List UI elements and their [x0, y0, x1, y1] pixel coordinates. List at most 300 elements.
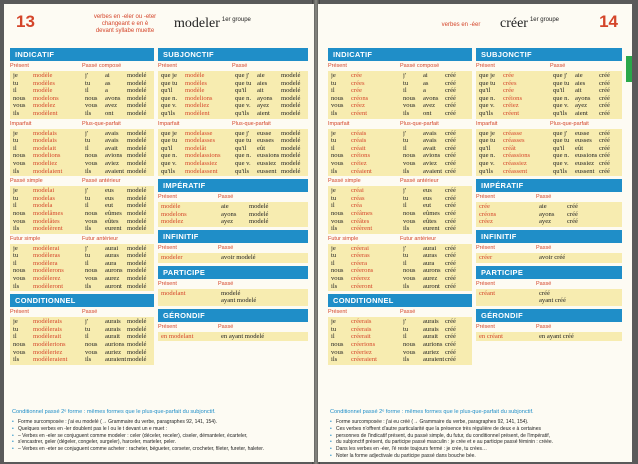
- pronoun: j': [403, 187, 407, 195]
- verb-form: modèle: [161, 203, 181, 211]
- pronoun: que v.: [553, 102, 569, 110]
- conjugation-table: [158, 332, 308, 342]
- thumb-tab: [626, 56, 632, 82]
- verb-form: créa: [351, 202, 362, 210]
- tense-labels: [476, 194, 622, 201]
- tense-labels: [158, 281, 308, 288]
- pronoun: qu'ils: [553, 109, 568, 117]
- pronoun: que n.: [479, 94, 496, 102]
- pronoun: qu'ils: [161, 109, 176, 117]
- conjugation-row: [479, 130, 619, 138]
- participle: modelé: [281, 137, 301, 145]
- participle: modelé: [281, 87, 301, 95]
- verb-form: crées: [351, 79, 365, 87]
- participle: créé: [445, 341, 456, 349]
- conjugation-table: [158, 253, 308, 263]
- auxiliary: avez: [423, 102, 436, 110]
- tense-labels: [10, 309, 154, 316]
- verb-form: modelons: [33, 94, 59, 102]
- footnote-item: • – Verbes en -eler se conjuguent comme modeler : celer (déceler, receler), ciseler, démanteler, écarteler,: [12, 433, 264, 440]
- participle: créé: [445, 275, 456, 283]
- verb-form: modèle: [185, 87, 205, 95]
- note-line: devant syllabe muette: [95, 28, 155, 34]
- pronoun: nous: [403, 341, 416, 349]
- participle: créé: [445, 72, 456, 79]
- conjugation-row: [13, 80, 151, 88]
- verb-form: modèlent: [33, 109, 58, 117]
- pronoun: qu'il: [161, 87, 173, 95]
- conjugation-row: [331, 275, 469, 283]
- conjugation-row: [13, 210, 151, 218]
- conjugation-row: [331, 168, 469, 176]
- tense-label: Passé: [536, 194, 552, 201]
- participle: modelé: [127, 259, 147, 267]
- auxiliary: aurons: [423, 267, 441, 275]
- tense-labels: [10, 236, 154, 243]
- tense-label: Plus-que-parfait: [82, 120, 121, 127]
- tense-labels: [10, 121, 154, 128]
- verb-form: créasse: [503, 129, 523, 137]
- pronoun: que tu: [553, 79, 570, 87]
- verb-form: modèlerez: [33, 275, 61, 283]
- verb-category-note: verbes en -éer: [441, 22, 481, 28]
- conjugation-row: [161, 130, 305, 138]
- page-number: 13: [16, 12, 35, 31]
- pronoun: qu'il: [553, 144, 565, 152]
- verb-form: créais: [351, 129, 367, 137]
- participle: modelé: [127, 194, 147, 202]
- auxiliary: aura: [423, 259, 435, 267]
- pronoun: vous: [403, 217, 416, 225]
- conjugation-row: [13, 349, 151, 357]
- verb-form: modèlerai: [33, 244, 60, 252]
- conjugation-table: [10, 244, 154, 292]
- participle: créé: [445, 87, 456, 95]
- auxiliary: eussent: [257, 167, 277, 175]
- conjugation-row: [13, 102, 151, 110]
- auxiliary: eûmes: [423, 209, 440, 217]
- auxiliary: aient: [575, 109, 588, 117]
- verb-form: avoir créé: [539, 253, 566, 261]
- auxiliary: eût: [257, 144, 266, 152]
- participle: créé: [599, 79, 610, 87]
- pronoun: nous: [85, 152, 98, 160]
- pronoun: vous: [331, 348, 344, 356]
- pronoun: que n.: [553, 152, 570, 160]
- participle: modelé: [281, 72, 301, 79]
- pronoun: tu: [403, 252, 409, 260]
- pronoun: que j': [235, 129, 250, 137]
- verb-form: modelons: [161, 210, 187, 218]
- verb-form: créiez: [351, 159, 367, 167]
- verb-form: modelé: [221, 289, 241, 297]
- auxiliary: avais: [105, 137, 119, 145]
- pronoun: qu'il: [553, 87, 565, 95]
- verb-form: en modelant: [161, 332, 194, 340]
- participle: modelé: [127, 252, 147, 260]
- auxiliary: aurait: [423, 333, 439, 341]
- conjugation-row: [161, 152, 305, 160]
- verb-form: modeliez: [185, 102, 210, 110]
- participle: modelé: [281, 109, 301, 117]
- verb-form: créera: [351, 259, 368, 267]
- verb-name: créer: [500, 16, 528, 31]
- participle: modelé: [127, 94, 147, 102]
- participle: modelé: [127, 333, 147, 341]
- participle: modelé: [127, 348, 147, 356]
- pronoun: qu'il: [235, 87, 247, 95]
- verb-form: modelât: [185, 144, 207, 152]
- verb-form: créons: [351, 94, 369, 102]
- conjugation-row: [161, 211, 305, 219]
- pronoun: vous: [85, 275, 98, 283]
- col-indicatif-conditionnel: [328, 48, 472, 365]
- footnote-item: • Forme surcomposée : j'ai eu créé (→ Grammaire du verbe, paragraphes 92, 141, 154).: [330, 419, 553, 426]
- pronoun: vous: [13, 217, 26, 225]
- pronoun: vous: [331, 275, 344, 283]
- conjugation-row: [479, 218, 619, 226]
- participle: créé: [445, 209, 456, 217]
- participle: modelé: [127, 109, 147, 117]
- verb-form: modela: [33, 202, 53, 210]
- auxiliary: eusses: [575, 137, 592, 145]
- pronoun: je: [13, 72, 18, 79]
- tense-label: Futur simple: [10, 235, 41, 242]
- participle: créé: [445, 194, 456, 202]
- tense-labels: [328, 236, 472, 243]
- conjugation-row: [13, 260, 151, 268]
- pronoun: vous: [331, 217, 344, 225]
- conjugation-row: [13, 87, 151, 95]
- pronoun: tu: [403, 325, 409, 333]
- verb-form: créent: [351, 109, 368, 117]
- pronoun: il: [403, 333, 407, 341]
- participle: créé: [445, 217, 456, 225]
- pronoun: il: [331, 202, 335, 210]
- auxiliary: a: [423, 87, 426, 95]
- verb-form: modèle: [33, 87, 53, 95]
- pronoun: tu: [85, 325, 91, 333]
- conjugation-row: [479, 203, 619, 211]
- section-header: INDICATIF: [10, 48, 154, 61]
- conjugation-table: [328, 186, 472, 234]
- auxiliary: aient: [257, 109, 270, 117]
- section-header: INFINITIF: [476, 230, 622, 243]
- conjugation-row: [479, 211, 619, 219]
- participle: créé: [567, 218, 578, 226]
- participle: créé: [445, 144, 456, 152]
- verb-form: modèleront: [33, 282, 64, 290]
- conjugation-row: [13, 356, 151, 364]
- verb-form: créasses: [503, 137, 525, 145]
- verb-form: modèlent: [185, 109, 210, 117]
- pronoun: ils: [331, 109, 338, 117]
- tense-labels: [158, 121, 308, 128]
- pronoun: j': [85, 187, 89, 195]
- participle: créé: [445, 356, 456, 364]
- participle: créé: [445, 325, 456, 333]
- footnote-item: • – Verbes en -eter se conjuguent comme acheter : racheter, bégueter, corseter, crocheter, fileter, fureter, haleter.: [12, 446, 264, 453]
- conjugation-row: [13, 110, 151, 118]
- pronoun: je: [331, 187, 336, 195]
- conjugation-row: [479, 137, 619, 145]
- pronoun: tu: [85, 137, 91, 145]
- verb-form: créions: [351, 152, 371, 160]
- auxiliary: auraient: [105, 356, 127, 364]
- participle: créé: [599, 72, 610, 79]
- pronoun: que v.: [553, 159, 569, 167]
- pronoun: ils: [13, 282, 20, 290]
- tense-label: Présent: [476, 63, 495, 69]
- verb-form: modelaient: [33, 167, 63, 175]
- auxiliary: eûmes: [105, 209, 122, 217]
- pronoun: il: [13, 202, 17, 210]
- pronoun: il: [85, 333, 89, 341]
- verb-form: créaient: [351, 167, 372, 175]
- participle: créé: [445, 333, 456, 341]
- pronoun: tu: [85, 79, 91, 87]
- verb-form: en ayant créé: [539, 332, 574, 340]
- pronoun: que n.: [479, 152, 496, 160]
- tense-label: Passé: [400, 309, 416, 316]
- tense-label: Passé composé: [82, 63, 122, 69]
- conjugation-row: [13, 267, 151, 275]
- verb-title: [500, 16, 559, 32]
- tense-label: Présent: [158, 194, 177, 201]
- participle: modelé: [127, 282, 147, 290]
- pronoun: nous: [403, 152, 416, 160]
- footnote-item: • Ces verbes n'offrent d'autre particularité que la présence très régulière de deux e à certaines: [330, 426, 553, 433]
- conjugation-table: [476, 71, 622, 119]
- conjugation-row: [13, 275, 151, 283]
- col-subjonctif-etc: [476, 48, 622, 344]
- pronoun: je: [13, 318, 18, 326]
- pronoun: il: [85, 144, 89, 152]
- pronoun: ils: [13, 167, 20, 175]
- verb-form: crée: [479, 203, 490, 211]
- participle: modelé: [281, 167, 301, 175]
- verb-form: modèleras: [33, 252, 61, 260]
- conjugation-row: [331, 349, 469, 357]
- section-header: IMPÉRATIF: [158, 179, 308, 192]
- verb-form: créeront: [351, 282, 373, 290]
- auxiliary: aurais: [423, 325, 439, 333]
- pronoun: que v.: [479, 159, 495, 167]
- footnote-item: • personnes de l'indicatif présent, du passé simple, du futur, du conditionnel présent, de l'impératif,: [330, 433, 553, 440]
- verb-title: [174, 16, 251, 32]
- tense-labels: [158, 63, 308, 70]
- participle: modelé: [127, 217, 147, 225]
- auxiliary: ait: [575, 87, 582, 95]
- participle: modelé: [127, 202, 147, 210]
- conjugation-row: [331, 195, 469, 203]
- auxiliary: ayons: [575, 94, 591, 102]
- pronoun: vous: [85, 102, 98, 110]
- tense-labels: [476, 281, 622, 288]
- footnotes: [12, 419, 264, 453]
- verb-form: modèlerions: [33, 341, 66, 349]
- auxiliary: as: [105, 79, 111, 87]
- tense-label: Présent: [476, 323, 495, 330]
- verb-form: créeras: [351, 252, 370, 260]
- verb-form: créions: [503, 94, 523, 102]
- pronoun: ils: [331, 225, 338, 233]
- pronoun: nous: [331, 94, 344, 102]
- tense-label: Passé: [232, 63, 248, 69]
- conjugation-table: [158, 129, 308, 177]
- conjugation-row: [331, 187, 469, 195]
- conjugation-row: [331, 326, 469, 334]
- tense-label: Présent: [158, 323, 177, 330]
- pronoun: qu'ils: [479, 167, 494, 175]
- tense-label: Imparfait: [158, 120, 180, 127]
- auxiliary: ayez: [221, 218, 234, 226]
- pronoun: il: [331, 144, 335, 152]
- pronoun: tu: [331, 252, 337, 260]
- tense-label: Présent: [476, 194, 495, 201]
- tense-label: Passé: [550, 63, 566, 69]
- tense-labels: [328, 121, 472, 128]
- tense-labels: [158, 324, 308, 331]
- auxiliary: as: [423, 79, 429, 87]
- footnote-item: • Dans les verbes en -éer, l'é reste toujours fermé : je crée, tu crées…: [330, 446, 553, 453]
- tense-labels: [158, 194, 308, 201]
- verb-form: modelant: [161, 289, 186, 297]
- auxiliary: a: [105, 87, 108, 95]
- auxiliary: aurions: [423, 341, 443, 349]
- pronoun: nous: [403, 209, 416, 217]
- conjugation-row: [13, 202, 151, 210]
- verb-form: modèles: [33, 79, 55, 87]
- participle: créé: [445, 79, 456, 87]
- auxiliary: auront: [423, 282, 440, 290]
- verb-form: modeler: [161, 253, 183, 261]
- auxiliary: aie: [575, 72, 583, 79]
- pronoun: tu: [331, 137, 337, 145]
- conjugation-row: [13, 252, 151, 260]
- note-line: changeant e en è: [101, 21, 149, 27]
- section-header: INFINITIF: [158, 230, 308, 243]
- tense-label: Plus-que-parfait: [550, 120, 589, 127]
- pronoun: nous: [403, 267, 416, 275]
- pronoun: tu: [331, 194, 337, 202]
- auxiliary: eurent: [423, 225, 440, 233]
- conjugation-row: [331, 260, 469, 268]
- auxiliary: aurez: [423, 275, 438, 283]
- pronoun: que tu: [479, 79, 496, 87]
- verb-form: créeriez: [351, 348, 372, 356]
- auxiliary: avait: [105, 144, 118, 152]
- footnote-item: • s'encastrer, geler (dégeler, congeler, surgeler), harceler, marteler, peler.: [12, 439, 264, 446]
- auxiliary: aurais: [105, 318, 121, 326]
- auxiliary: ont: [423, 109, 432, 117]
- pronoun: que v.: [161, 102, 177, 110]
- pronoun: que v.: [235, 159, 251, 167]
- verb-form: modelassiez: [185, 159, 218, 167]
- pronoun: ils: [403, 109, 410, 117]
- conjugation-row: [161, 203, 305, 211]
- participle: modelé: [127, 318, 147, 326]
- conjugation-row: [479, 102, 619, 110]
- auxiliary: aviez: [423, 159, 437, 167]
- auxiliary: aurions: [105, 341, 125, 349]
- tense-label: Passé antérieur: [82, 178, 121, 185]
- auxiliary: eût: [575, 144, 584, 152]
- tense-label: Futur antérieur: [400, 235, 437, 242]
- auxiliary: eûtes: [105, 217, 119, 225]
- col-subjonctif-etc: [158, 48, 308, 344]
- verb-form: modèle: [33, 72, 53, 79]
- participle: créé: [445, 137, 456, 145]
- participle: créé: [599, 159, 610, 167]
- auxiliary: eurent: [105, 225, 122, 233]
- auxiliary: avais: [105, 129, 119, 137]
- footnote-item: • du subjonctif présent, du participe passé masculin : je crée et e au participe passé féminin : créée.: [330, 439, 553, 446]
- pronoun: vous: [85, 217, 98, 225]
- pronoun: je: [331, 129, 336, 137]
- conjugation-table: [158, 289, 308, 306]
- section-header: SUBJONCTIF: [158, 48, 308, 61]
- conjugation-row: [161, 333, 305, 341]
- verb-form: créassions: [503, 152, 531, 160]
- pronoun: ils: [85, 167, 92, 175]
- pronoun: que n.: [235, 152, 252, 160]
- pronoun: que v.: [235, 102, 251, 110]
- verb-form: modelâtes: [33, 217, 60, 225]
- conjugation-row: [331, 245, 469, 253]
- verb-form: créons: [479, 210, 497, 218]
- participle: modelé: [127, 144, 147, 152]
- participle: modelé: [127, 341, 147, 349]
- pronoun: je: [13, 187, 18, 195]
- pronoun: j': [85, 244, 89, 252]
- pronoun: que v.: [161, 159, 177, 167]
- participle: modelé: [127, 102, 147, 110]
- verb-form: créâmes: [351, 209, 373, 217]
- verb-form: créerez: [351, 275, 371, 283]
- auxiliary: aurai: [423, 244, 437, 252]
- conjugation-row: [13, 333, 151, 341]
- conjugation-row: [13, 341, 151, 349]
- participle: créé: [445, 252, 456, 260]
- note-line: verbes en -eler ou -eter: [93, 14, 157, 20]
- participle: créé: [445, 225, 456, 233]
- conjugation-row: [331, 87, 469, 95]
- tense-label: Plus-que-parfait: [232, 120, 271, 127]
- conditional-note: Conditionnel passé 2ᵉ forme : mêmes formes que le plus-que-parfait du subjonctif.: [330, 409, 534, 415]
- tense-label: Présent: [158, 244, 177, 251]
- conjugation-row: [13, 137, 151, 145]
- conjugation-table: [476, 129, 622, 177]
- conjugation-row: [331, 160, 469, 168]
- participle: créé: [445, 109, 456, 117]
- participle: créé: [445, 202, 456, 210]
- pronoun: qu'il: [479, 87, 491, 95]
- conjugation-row: [331, 202, 469, 210]
- conjugation-row: [13, 225, 151, 233]
- participle: créé: [445, 167, 456, 175]
- auxiliary: ayez: [257, 102, 270, 110]
- verb-form: créent: [503, 109, 520, 117]
- conjugation-row: [331, 225, 469, 233]
- pronoun: il: [403, 144, 407, 152]
- participle: créé: [445, 282, 456, 290]
- pronoun: nous: [331, 341, 344, 349]
- verb-form: créèrent: [351, 225, 373, 233]
- auxiliary: ai: [423, 72, 428, 79]
- pronoun: que n.: [161, 152, 178, 160]
- pronoun: il: [13, 87, 17, 95]
